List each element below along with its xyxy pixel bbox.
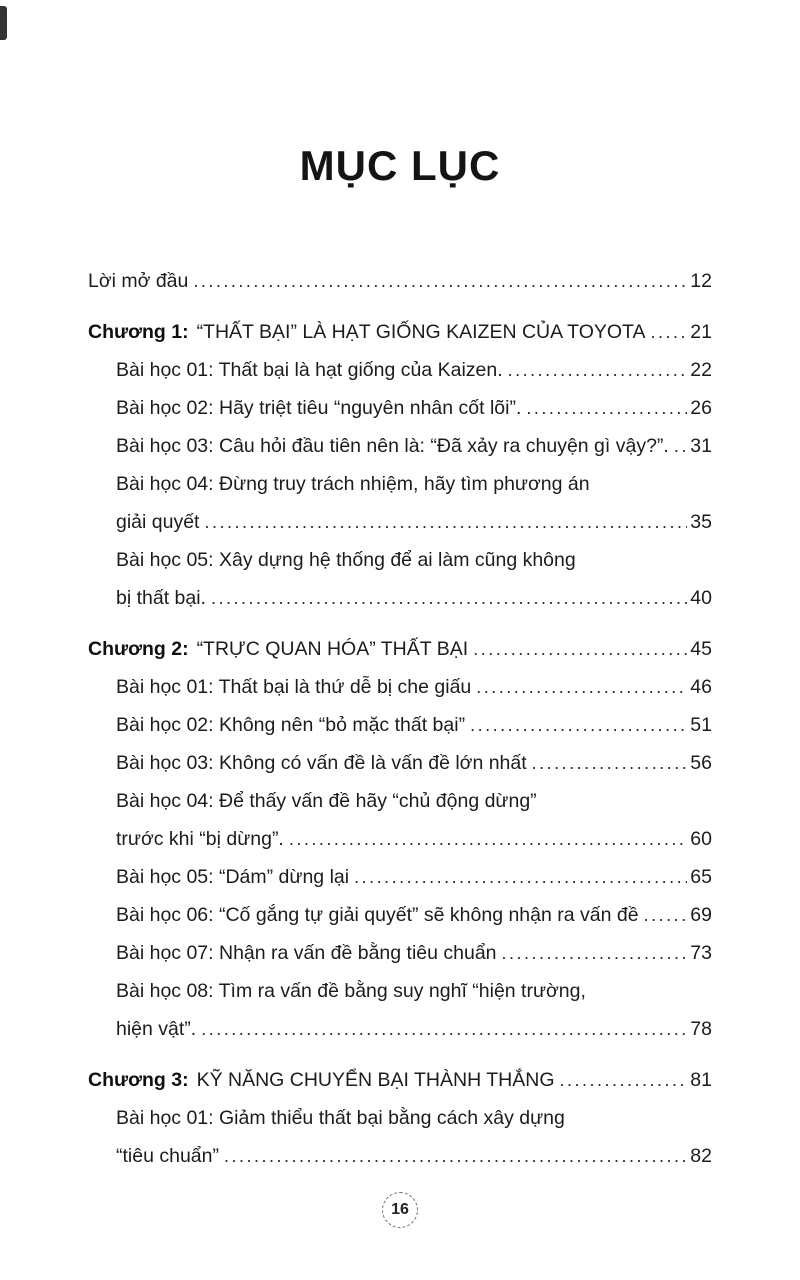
toc-entry-text: “TRỰC QUAN HÓA” THẤT BẠI — [196, 638, 469, 660]
page-footer — [0, 1192, 800, 1228]
toc-entry-text-continued: bị thất bại. — [116, 587, 206, 609]
toc-page-number: 22 — [690, 359, 712, 381]
toc-list — [0, 190, 800, 1175]
toc-page-number: 60 — [690, 828, 712, 850]
toc-page-number: 45 — [690, 638, 712, 660]
toc-entry-text: Bài học 02: Hãy triệt tiêu “nguyên nhân cốt lõi”. — [116, 397, 522, 419]
toc-page-number: 82 — [690, 1145, 712, 1167]
toc-page-number: 26 — [690, 397, 712, 419]
toc-row — [88, 668, 712, 706]
toc-row — [88, 1010, 712, 1048]
dot-leader — [289, 820, 687, 858]
toc-entry-text-continued: trước khi “bị dừng”. — [116, 828, 284, 850]
toc-page-number: 81 — [690, 1069, 712, 1091]
toc-entry-text: Lời mở đầu — [88, 270, 189, 292]
chapter-label: Chương 2: — [88, 638, 189, 660]
toc-row — [88, 934, 712, 972]
toc-row — [88, 541, 712, 579]
toc-row — [88, 503, 712, 541]
chapter-label: Chương 3: — [88, 1069, 189, 1091]
toc-entry-text: KỸ NĂNG CHUYỂN BẠI THÀNH THẮNG — [196, 1069, 555, 1091]
toc-row — [88, 465, 712, 503]
toc-row — [88, 1061, 712, 1099]
toc-row — [88, 427, 712, 465]
toc-page-number: 40 — [690, 587, 712, 609]
toc-row — [88, 1099, 712, 1137]
toc-row — [88, 579, 712, 617]
toc-entry-text-continued: giải quyết — [116, 511, 200, 533]
dot-leader — [651, 313, 688, 351]
toc-page-number: 31 — [690, 435, 712, 457]
toc-row — [88, 782, 712, 820]
toc-row — [88, 706, 712, 744]
toc-row — [88, 858, 712, 896]
dot-leader — [354, 858, 687, 896]
toc-row — [88, 744, 712, 782]
toc-page-number: 78 — [690, 1018, 712, 1040]
toc-page-number: 65 — [690, 866, 712, 888]
toc-page-number: 21 — [690, 321, 712, 343]
toc-row — [88, 630, 712, 668]
toc-entry-text: Bài học 04: Để thấy vấn đề hãy “chủ động dừng” — [116, 790, 537, 812]
page-title: MỤC LỤC — [299, 142, 501, 189]
toc-row — [88, 1137, 712, 1175]
toc-row — [88, 313, 712, 351]
toc-entry-text: Bài học 04: Đừng truy trách nhiệm, hãy tìm phương án — [116, 473, 590, 495]
scan-artifact — [0, 6, 7, 40]
dot-leader — [644, 896, 688, 934]
dot-leader — [526, 389, 687, 427]
dot-leader — [193, 262, 687, 300]
chapter-label: Chương 1: — [88, 321, 189, 343]
footer-page-number: 16 — [382, 1192, 418, 1228]
toc-row — [88, 351, 712, 389]
toc-entry-text: Bài học 02: Không nên “bỏ mặc thất bại” — [116, 714, 466, 736]
toc-page-number: 51 — [690, 714, 712, 736]
toc-row — [88, 896, 712, 934]
toc-page-number: 46 — [690, 676, 712, 698]
dot-leader — [476, 668, 687, 706]
dot-leader — [502, 934, 688, 972]
dot-leader — [211, 579, 687, 617]
toc-entry-text: Bài học 03: Không có vấn đề là vấn đề lớn nhất — [116, 752, 527, 774]
toc-page-number: 69 — [690, 904, 712, 926]
toc-page-number: 35 — [690, 511, 712, 533]
toc-entry-text: Bài học 01: Thất bại là hạt giống của Kaizen. — [116, 359, 503, 381]
dot-leader — [204, 503, 687, 541]
toc-entry-text: Bài học 03: Câu hỏi đầu tiên nên là: “Đã xảy ra chuyện gì vậy?”. — [116, 435, 669, 457]
toc-entry-text: Bài học 05: Xây dựng hệ thống để ai làm cũng không — [116, 549, 576, 571]
dot-leader — [224, 1137, 687, 1175]
dot-leader — [532, 744, 688, 782]
toc-row — [88, 972, 712, 1010]
toc-row — [88, 820, 712, 858]
dot-leader — [560, 1061, 688, 1099]
toc-entry-text: Bài học 07: Nhận ra vấn đề bằng tiêu chuẩn — [116, 942, 497, 964]
toc-entry-text: Bài học 05: “Dám” dừng lại — [116, 866, 350, 888]
toc-entry-text: Bài học 08: Tìm ra vấn đề bằng suy nghĩ “hiện trường, — [116, 980, 586, 1002]
dot-leader — [473, 630, 687, 668]
toc-row — [88, 389, 712, 427]
dot-leader — [508, 351, 688, 389]
toc-entry-text: Bài học 06: “Cố gắng tự giải quyết” sẽ không nhận ra vấn đề — [116, 904, 639, 926]
dot-leader — [470, 706, 687, 744]
toc-page-number: 56 — [690, 752, 712, 774]
toc-page-number: 12 — [690, 270, 712, 292]
dot-leader — [674, 427, 687, 465]
toc-entry-text-continued: hiện vật”. — [116, 1018, 197, 1040]
dot-leader — [201, 1010, 687, 1048]
toc-page-number: 73 — [690, 942, 712, 964]
toc-entry-text: Bài học 01: Thất bại là thứ dễ bị che giấu — [116, 676, 472, 698]
toc-entry-text: Bài học 01: Giảm thiểu thất bại bằng cách xây dựng — [116, 1107, 565, 1129]
toc-entry-text: “THẤT BẠI” LÀ HẠT GIỐNG KAIZEN CỦA TOYOTA — [196, 321, 646, 343]
toc-entry-text-continued: “tiêu chuẩn” — [116, 1145, 219, 1167]
toc-row — [88, 262, 712, 300]
